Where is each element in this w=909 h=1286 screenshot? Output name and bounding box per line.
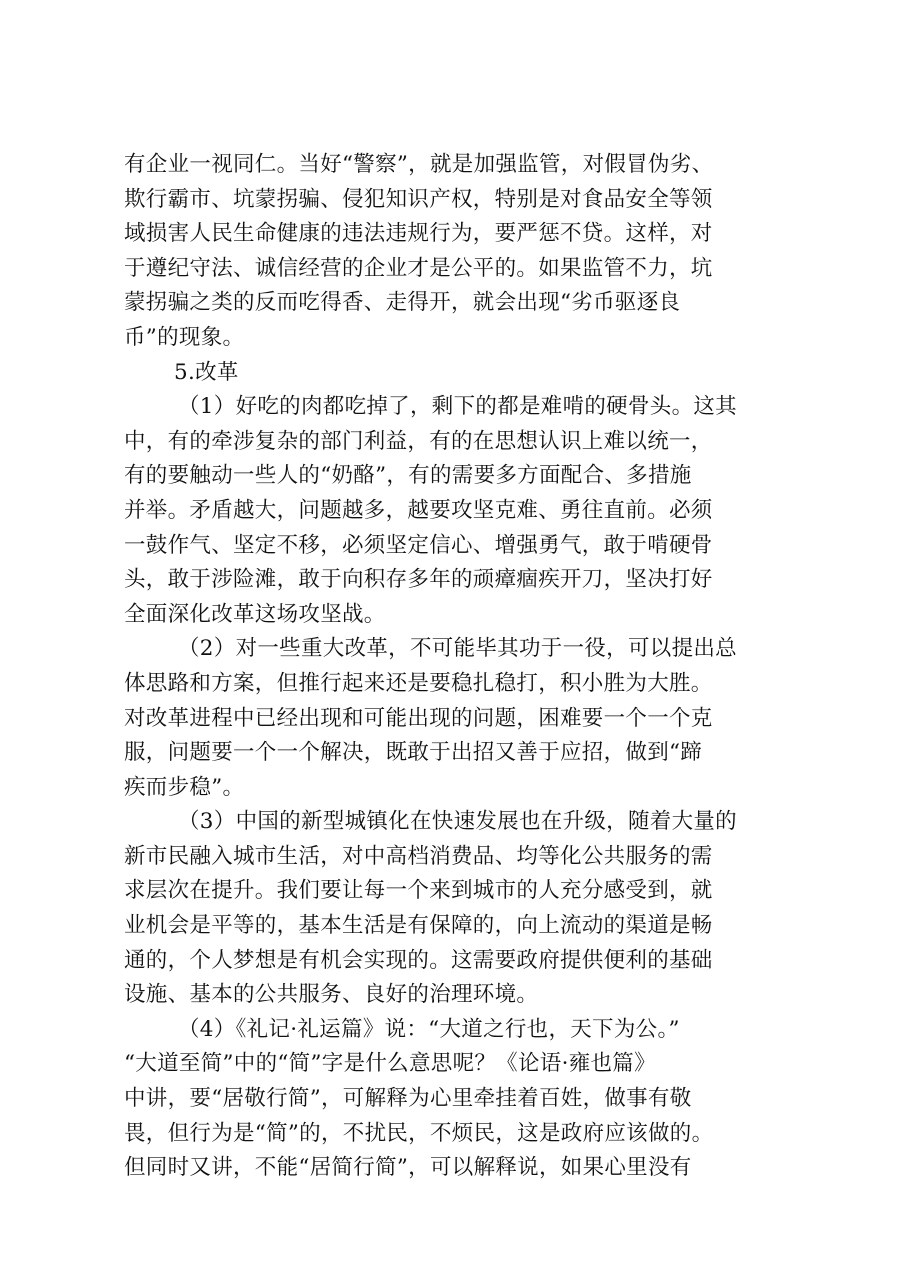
text-line: 中讲，要“居敬行简”，可解释为心里牵挂着百姓，做事有敬 — [124, 1086, 692, 1112]
text-line: 于遵纪守法、诚信经营的企业才是公平的。如果监管不力，坑 — [124, 255, 713, 281]
paragraph-start-line: （4）《礼记·礼运篇》说：“大道之行也，天下为公。” — [178, 1016, 680, 1042]
text-line: 全面深化改革这场攻坚战。 — [124, 601, 386, 627]
text-line: 疾而步稳”。 — [124, 774, 245, 800]
text-line: 蒙拐骗之类的反而吃得香、走得开，就会出现“劣币驱逐良 — [124, 290, 681, 316]
text-line: 有的要触动一些人的“奶酪”，有的需要多方面配合、多措施 — [124, 463, 692, 489]
text-line: 头，敢于涉险滩，敢于向积存多年的顽瘴痼疾开刀，坚决打好 — [124, 567, 713, 593]
paragraph-start-line: （2）对一些重大改革，不可能毕其功于一役，可以提出总 — [178, 636, 737, 662]
text-line: 中，有的牵涉复杂的部门利益，有的在思想认识上难以统一， — [124, 428, 713, 454]
text-line: 设施、基本的公共服务、良好的治理环境。 — [124, 982, 539, 1008]
text-line: 一鼓作气、坚定不移，必须坚定信心、增强勇气，敢于啃硬骨 — [124, 532, 713, 558]
body-text — [124, 148, 824, 1186]
text-line: 欺行霸市、坑蒙拐骗、侵犯知识产权，特别是对食品安全等领 — [124, 186, 713, 212]
text-line: 对改革进程中已经出现和可能出现的问题，困难要一个一个克 — [124, 705, 713, 731]
text-line: 域损害人民生命健康的违法违规行为，要严惩不贷。这样，对 — [124, 221, 713, 247]
text-line: 业机会是平等的，基本生活是有保障的，向上流动的渠道是畅 — [124, 913, 713, 939]
text-line: 体思路和方案，但推行起来还是要稳扎稳打，积小胜为大胜。 — [124, 670, 713, 696]
text-line: 畏，但行为是“简”的，不扰民，不烦民，这是政府应该做的。 — [124, 1120, 714, 1146]
text-line: 但同时又讲，不能“居简行简”，可以解释说，如果心里没有 — [124, 1155, 692, 1181]
text-line: 币”的现象。 — [124, 324, 245, 350]
text-line: 新市民融入城市生活，对中高档消费品、均等化公共服务的需 — [124, 843, 713, 869]
text-line: 有企业一视同仁。当好“警察”，就是加强监管，对假冒伪劣、 — [124, 152, 714, 177]
section-heading: 5.改革 — [174, 359, 239, 385]
paragraph-start-line: （3）中国的新型城镇化在快速发展也在升级，随着大量的 — [178, 809, 737, 835]
text-line: 服，问题要一个一个解决，既敢于出招又善于应招，做到“蹄 — [124, 740, 703, 766]
text-line: 通的，个人梦想是有机会实现的。这需要政府提供便利的基础 — [124, 947, 713, 973]
text-line: “大道至简”中的“简”字是什么意思呢？《论语·雍也篇》 — [124, 1051, 656, 1077]
text-line: 求层次在提升。我们要让每一个来到城市的人充分感受到，就 — [124, 878, 713, 904]
paragraph-start-line: （1）好吃的肉都吃掉了，剩下的都是难啃的硬骨头。这其 — [178, 394, 737, 420]
text-line: 并举。矛盾越大，问题越多，越要攻坚克难、勇往直前。必须 — [124, 497, 713, 523]
